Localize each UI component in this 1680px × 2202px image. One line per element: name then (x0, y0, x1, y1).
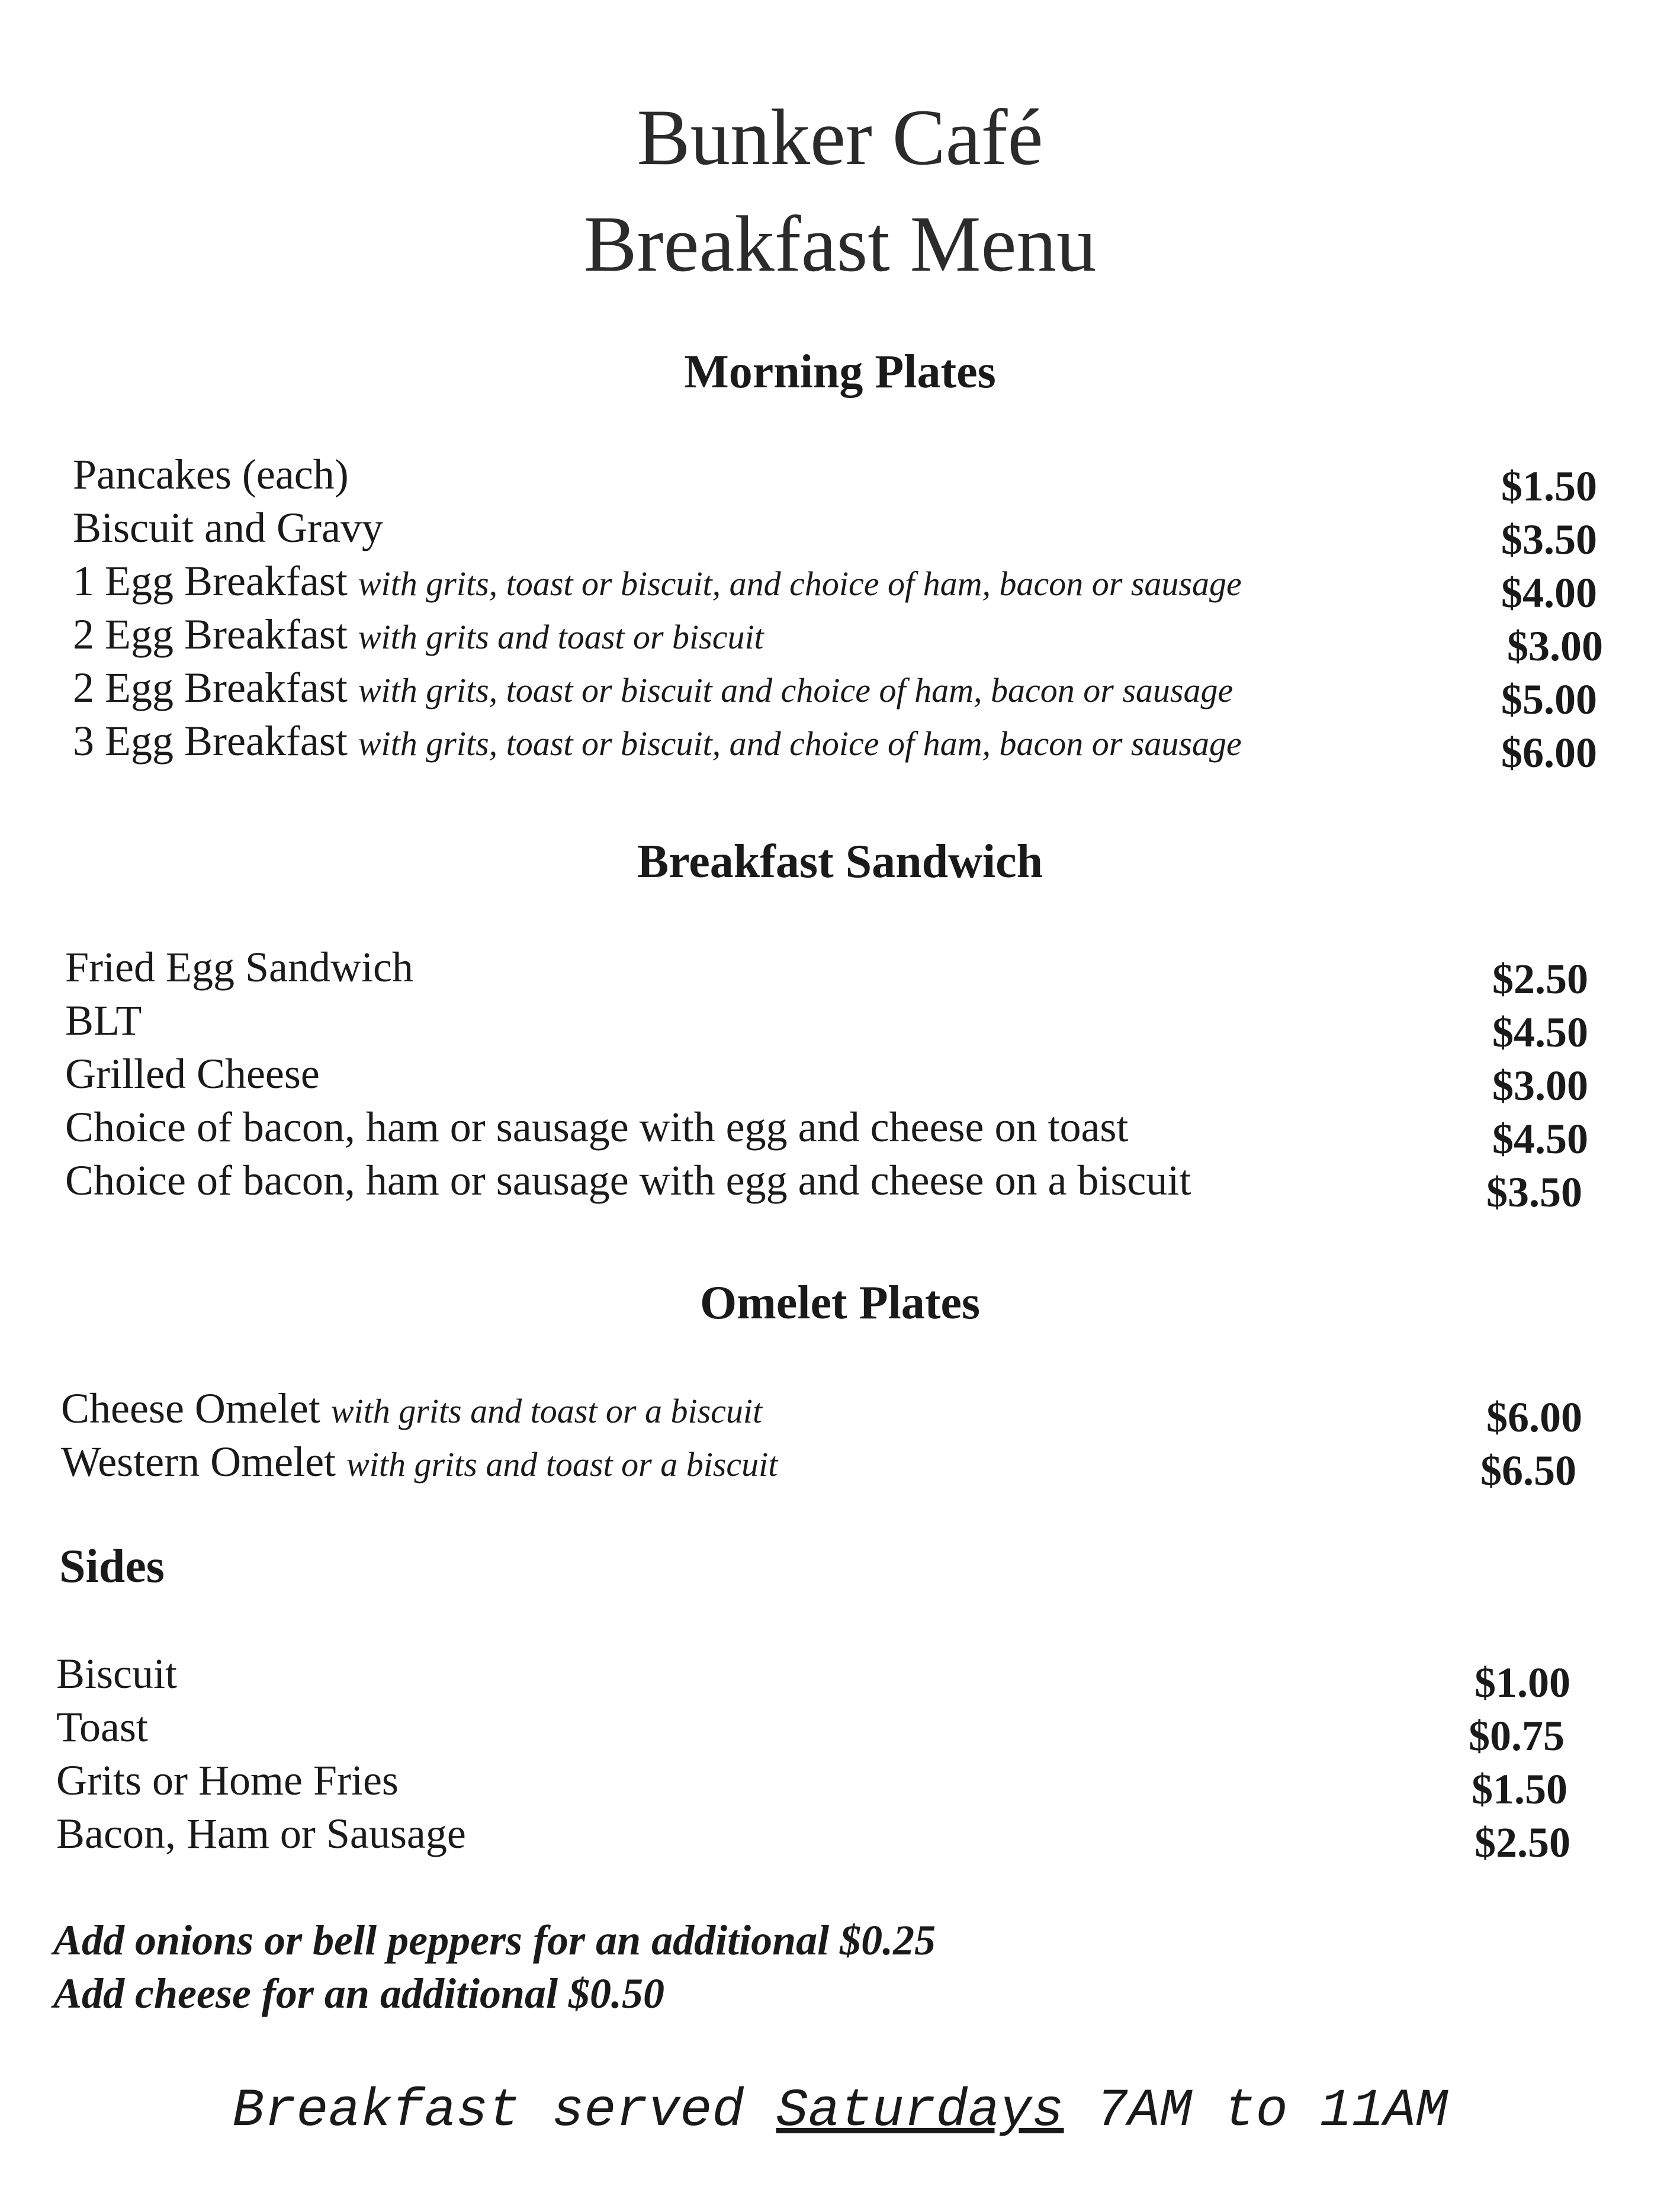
menu-item-description: with grits and toast or a biscuit (346, 1445, 778, 1484)
menu-item-price: $6.00 (1486, 1394, 1582, 1441)
menu-title-cafe-name: Bunker Café (637, 94, 1043, 182)
menu-item-blt (65, 999, 142, 1042)
add-on-note-onions-peppers: Add onions or bell peppers for an additional $0.25 (53, 1917, 936, 1964)
menu-item-name: 3 Egg Breakfast (73, 717, 348, 765)
menu-item-price: $4.00 (1501, 569, 1597, 617)
menu-item-meat-egg-cheese-biscuit (65, 1159, 1191, 1202)
menu-item-toast (56, 1703, 148, 1751)
section-title-omelet-plates: Omelet Plates (699, 1277, 981, 1329)
menu-item-price: $2.50 (1475, 1819, 1570, 1866)
menu-item-description: with grits and toast or a biscuit (330, 1392, 763, 1430)
menu-item-name: Pancakes (each) (73, 451, 349, 498)
menu-item-pancakes (73, 453, 349, 496)
menu-item-price: $3.50 (1501, 516, 1597, 563)
menu-item-price: $4.50 (1492, 1009, 1588, 1056)
menu-item-name: 2 Egg Breakfast (73, 664, 348, 711)
menu-item-western-omelet (61, 1440, 778, 1483)
menu-item-name: Grits or Home Fries (56, 1757, 399, 1804)
add-on-note-cheese: Add cheese for an additional $0.50 (53, 1970, 665, 2017)
menu-item-name: 2 Egg Breakfast (73, 611, 348, 658)
menu-item-price: $6.50 (1480, 1447, 1576, 1494)
menu-item-name: BLT (65, 997, 142, 1044)
menu-item-price: $2.50 (1492, 955, 1588, 1003)
footer-prefix: Breakfast served (232, 2081, 744, 2142)
menu-item-price: $1.50 (1501, 463, 1597, 510)
menu-item-name: Bacon, Ham or Sausage (56, 1810, 466, 1857)
breakfast-hours-footer (0, 2081, 1680, 2142)
menu-item-bacon-ham-or-sausage (56, 1812, 466, 1855)
menu-item-name: Grilled Cheese (65, 1050, 320, 1097)
menu-item-biscuit-and-gravy (73, 506, 383, 549)
menu-item-description: with grits, toast or biscuit, and choice of ham, bacon or sausage (358, 564, 1242, 603)
menu-item-price: $0.75 (1469, 1712, 1565, 1760)
menu-item-price: $3.00 (1492, 1062, 1588, 1109)
menu-item-name: 1 Egg Breakfast (73, 557, 348, 605)
menu-title-breakfast-menu: Breakfast Menu (583, 200, 1097, 288)
footer-day: Saturdays (776, 2081, 1064, 2142)
menu-item-name: Choice of bacon, ham or sausage with egg and cheese on a biscuit (65, 1157, 1191, 1204)
menu-item-price: $4.50 (1492, 1115, 1588, 1163)
section-title-sides: Sides (59, 1540, 165, 1593)
menu-item-price: $1.50 (1472, 1766, 1567, 1813)
menu-item-description: with grits, toast or biscuit, and choice of ham, bacon or sausage (358, 724, 1242, 763)
menu-item-name: Fried Egg Sandwich (65, 943, 413, 991)
menu-item-price: $3.50 (1486, 1169, 1582, 1216)
menu-item-name: Western Omelet (61, 1438, 336, 1485)
menu-item-name: Toast (56, 1703, 148, 1751)
menu-item-description: with grits, toast or biscuit and choice of ham, bacon or sausage (358, 671, 1234, 710)
menu-item-1-egg-breakfast (73, 557, 1242, 605)
menu-item-biscuit (56, 1652, 177, 1695)
menu-item-price: $5.00 (1501, 676, 1597, 723)
menu-item-name: Biscuit and Gravy (73, 504, 383, 551)
menu-item-price: $1.00 (1475, 1659, 1570, 1706)
menu-item-cheese-omelet (61, 1387, 762, 1430)
menu-item-grits-or-home-fries (56, 1759, 399, 1802)
section-title-breakfast-sandwich: Breakfast Sandwich (637, 836, 1043, 888)
menu-item-grilled-cheese (65, 1052, 320, 1095)
menu-item-price: $6.00 (1501, 729, 1597, 776)
footer-hours: 7AM to 11AM (1096, 2081, 1448, 2142)
menu-item-description: with grits and toast or biscuit (358, 618, 764, 656)
section-title-morning-plates: Morning Plates (684, 346, 996, 398)
menu-item-meat-egg-cheese-toast (65, 1103, 1129, 1151)
menu-item-name: Biscuit (56, 1650, 178, 1697)
menu-item-name: Choice of bacon, ham or sausage with egg and cheese on toast (65, 1103, 1129, 1151)
menu-item-2-egg-breakfast-basic (73, 613, 764, 656)
menu-item-3-egg-breakfast (73, 717, 1242, 765)
menu-item-name: Cheese Omelet (61, 1385, 320, 1432)
menu-item-fried-egg-sandwich (65, 943, 413, 991)
menu-item-2-egg-breakfast-meat (73, 666, 1233, 709)
menu-item-price: $3.00 (1507, 622, 1603, 670)
